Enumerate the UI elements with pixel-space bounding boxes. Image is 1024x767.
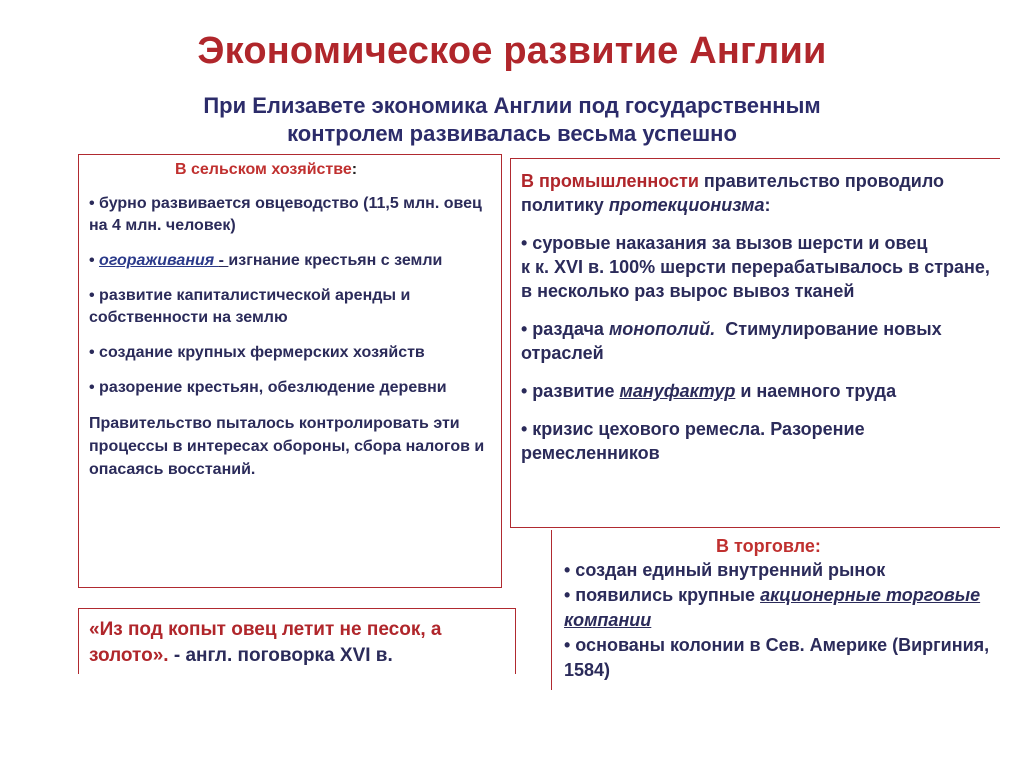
quote-box (78, 608, 516, 674)
subtitle (120, 92, 904, 148)
monopolies-term: монополий. (608, 319, 716, 339)
industry-item-monopolies (521, 317, 990, 365)
trade-heading: В торговле: (716, 536, 821, 556)
industry-heading-label: В промышленности (521, 171, 699, 191)
industry-item-wool: • суровые наказания за вызов шерсти и овец к к. XVI в. 100% шерсти перерабатывалось в стране, в несколько раз вырос вывоз тканей (521, 233, 995, 301)
subtitle-line-2: контролем развивалась весьма успешно (287, 121, 737, 146)
industry-item-manufactures (521, 379, 990, 403)
industry-box (510, 158, 1000, 528)
agriculture-heading (89, 161, 491, 179)
industry-item-crafts: • кризис цехового ремесла. Разорение ремесленников (521, 419, 865, 463)
page-title: Экономическое развитие Англии (197, 30, 827, 72)
industry-heading-end: : (764, 195, 771, 215)
enclosures-link[interactable]: огораживания (99, 252, 219, 269)
quote-attribution: - англ. поговорка XVI в. (168, 645, 393, 666)
subtitle-line-1: При Елизавете экономика Англии под государственным (203, 93, 821, 118)
quote-text (89, 617, 505, 669)
trade-item-market: • создан единый внутренний рынок (564, 560, 886, 580)
industry-heading (521, 169, 990, 217)
monopolies-prefix: • раздача (521, 319, 609, 339)
agriculture-heading-text: В сельском хозяйстве (175, 161, 352, 178)
agriculture-item-farms: • создание крупных фермерских хозяйств (89, 344, 425, 361)
agriculture-government-note: Правительство пыталось контролировать эти процессы в интересах обороны, сбора налогов и опасаясь восстаний. (89, 415, 485, 478)
agriculture-item-ruin: • разорение крестьян, обезлюдение деревни (89, 379, 447, 396)
manufactures-rest: и наемного труда (735, 381, 897, 401)
agriculture-item-sheep: • бурно развивается овцеводство (11,5 млн. овец на 4 млн. человек) (89, 195, 482, 234)
quote-main: «Из под копыт овец летит не песок, а золото». (89, 619, 442, 666)
trade-item-colonies: • основаны колонии в Сев. Америке (Виргиния, 1584) (564, 635, 990, 680)
manufactures-link[interactable]: мануфактур (619, 381, 736, 401)
trade-item-companies (564, 583, 991, 633)
agriculture-box (78, 154, 502, 588)
agriculture-item-enclosures (89, 250, 491, 272)
monopolies-rest: Стимулирование новых отраслей (521, 319, 947, 363)
manufactures-prefix: • развитие (521, 381, 620, 401)
agriculture-heading-colon: : (351, 161, 358, 178)
protectionism-term: протекционизма (608, 195, 765, 215)
enclosures-dash: - (218, 252, 229, 269)
trade-box (551, 530, 1001, 690)
companies-link[interactable]: акционерные торговые компании (564, 585, 981, 630)
enclosures-rest: изгнание крестьян с земли (228, 252, 443, 269)
companies-prefix: • появились крупные (564, 585, 761, 605)
agriculture-item-lease: • развитие капиталистической аренды и собственности на землю (89, 287, 411, 326)
industry-heading-rest: правительство проводило политику (521, 171, 945, 215)
bullet: • (89, 252, 100, 269)
